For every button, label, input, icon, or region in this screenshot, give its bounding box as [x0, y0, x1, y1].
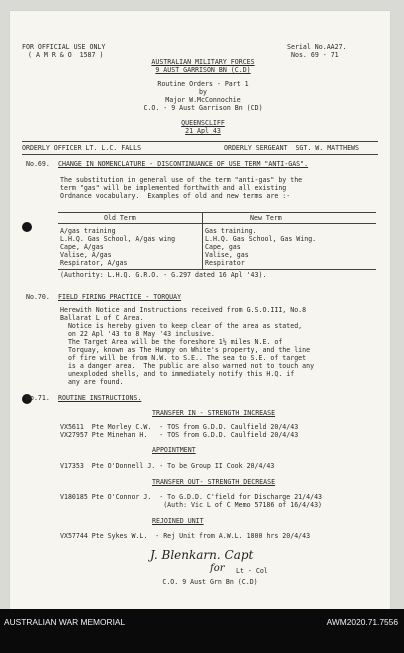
- transfer-in-heading: TRANSFER IN - STRENGTH INCREASE: [152, 409, 276, 417]
- old-term: L.H.Q. Gas School, A/gas wing: [60, 235, 176, 243]
- handwritten-for: for: [210, 563, 225, 574]
- signatory-rank: Lt - Col: [236, 567, 268, 575]
- signatory-unit: C.O. 9 Aust Grn Bn (C.D): [162, 578, 258, 586]
- transfer-out-heading: TRANSFER OUT- STRENGTH DECREASE: [152, 478, 276, 486]
- item-71-heading: ROUTINE INSTRUCTIONS.: [58, 394, 142, 402]
- item-70-body-line: Herewith Notice and Instructions received from G.S.O.III, No.8: [60, 306, 307, 314]
- old-term: Cape, A/gas: [60, 243, 104, 251]
- item-70-body-line: on 22 Apl '43 to 8 May '43 inclusive.: [60, 330, 215, 338]
- order-numbers: Nos. 69 - 71: [291, 51, 339, 59]
- punch-hole-top: [22, 222, 32, 232]
- terms-table-divider: [202, 212, 203, 269]
- rejoined-heading: REJOINED UNIT: [152, 517, 204, 525]
- org-name: AUSTRALIAN MILITARY FORCES: [151, 58, 255, 66]
- place: QUEENSCLIFF: [181, 119, 225, 127]
- classification-line-2: ( A M R & O 1587 ): [28, 51, 104, 59]
- commander-role: C.O. - 9 Aust Garrison Bn (CD): [143, 104, 263, 112]
- new-term: L.H.Q. Gas School, Gas Wing.: [205, 235, 317, 243]
- separator-bottom: [22, 154, 378, 155]
- item-70-body-line: is a danger area. The public are also warned not to touch any: [60, 362, 315, 370]
- appointment-row: V17353 Pte O'Donnell J. - To be Group II Cook 20/4/43: [60, 462, 275, 470]
- item-70-body-line: of fire will be from N.W. to S.E.. The sea to S.E. of target: [60, 354, 307, 362]
- separator-top: [22, 141, 378, 142]
- serial-number: Serial No.AA27.: [287, 43, 347, 51]
- old-term: Valise, A/gas: [60, 251, 112, 259]
- item-69-authority: (Authority: L.H.Q. G.R.O. - G.297 dated 16 Apl '43).: [60, 271, 267, 279]
- item-70-body-line: Notice is hereby given to keep clear of the area as stated,: [60, 322, 303, 330]
- new-term: Gas training.: [205, 227, 257, 235]
- classification-line-1: FOR OFFICIAL USE ONLY: [22, 43, 106, 51]
- old-term-header: Old Term: [104, 214, 136, 222]
- new-term: Respirator: [205, 259, 245, 267]
- item-70-body-line: Torquay, known as The Humpy on White's property, and the line: [60, 346, 311, 354]
- commander-name: Major W.McConnochie: [165, 96, 241, 104]
- orderly-sergeant: ORDERLY SERGEANT SGT. W. MATTHEWS: [224, 144, 359, 152]
- item-71-number: No.71.: [26, 394, 50, 402]
- appointment-heading: APPOINTMENT: [152, 446, 196, 454]
- order-date: 21 Apl 43: [185, 127, 221, 135]
- rejoined-row: VX57744 Pte Sykes W.L. - Rej Unit from A.W.L. 1800 hrs 20/4/43: [60, 532, 311, 540]
- transfer-out-auth: (Auth: Vic L of C Memo 57186 of 16/4/43): [60, 501, 323, 509]
- new-term: Valise, gas: [205, 251, 249, 259]
- terms-table-header-rule: [58, 223, 376, 224]
- item-69-body-line: The substitution in general use of the term "anti-gas" by the: [60, 176, 303, 184]
- document-title: Routine Orders - Part 1: [157, 80, 249, 88]
- item-70-body-line: unexploded shells, and to immediately notify this H.Q. if: [60, 370, 295, 378]
- new-term: Cape, gas: [205, 243, 241, 251]
- footer-accession-number: AWM2020.71.7556: [326, 617, 398, 627]
- archive-footer: [0, 609, 404, 653]
- item-70-heading: FIELD FIRING PRACTICE - TORQUAY: [58, 293, 182, 301]
- item-70-body-line: The Target Area will be the foreshore 1½ miles N.E. of: [60, 338, 283, 346]
- org-unit: 9 AUST GARRISON BN (C.D): [155, 66, 251, 74]
- item-69-number: No.69.: [26, 160, 50, 168]
- transfer-in-row: VX27957 Pte Minehan H. - TOS from G.D.D. Caulfield 20/4/43: [60, 431, 299, 439]
- item-70-body-line: Ballarat L of C Area.: [60, 314, 144, 322]
- footer-institution: AUSTRALIAN WAR MEMORIAL: [4, 617, 126, 627]
- item-70-number: No.70.: [26, 293, 50, 301]
- transfer-out-row: V180185 Pte O'Connor J. - To G.D.D. C'field for Discharge 21/4/43: [60, 493, 323, 501]
- new-term-header: New Term: [250, 214, 282, 222]
- item-69-body-line: term "gas" will be implemented forthwith and all existing: [60, 184, 287, 192]
- item-70-body-line: any are found.: [60, 378, 124, 386]
- transfer-in-row: VX5611 Pte Morley C.W. - TOS from G.D.D. Caulfield 20/4/43: [60, 423, 299, 431]
- terms-table-top: [58, 212, 376, 213]
- title-by: by: [199, 88, 207, 96]
- item-69-body-line: Ordnance vocabulary. Examples of old and new terms are :-: [60, 192, 291, 200]
- item-69-heading: CHANGE IN NOMENCLATURE - DISCONTINUANCE OF USE TERM "ANTI-GAS".: [58, 160, 309, 168]
- handwritten-signature: J. Blenkarn. Capt: [150, 548, 254, 562]
- orderly-officer: ORDERLY OFFICER LT. L.C. FALLS: [22, 144, 142, 152]
- old-term: Respirator, A/gas: [60, 259, 128, 267]
- terms-table-bottom: [58, 269, 376, 270]
- old-term: A/gas training: [60, 227, 116, 235]
